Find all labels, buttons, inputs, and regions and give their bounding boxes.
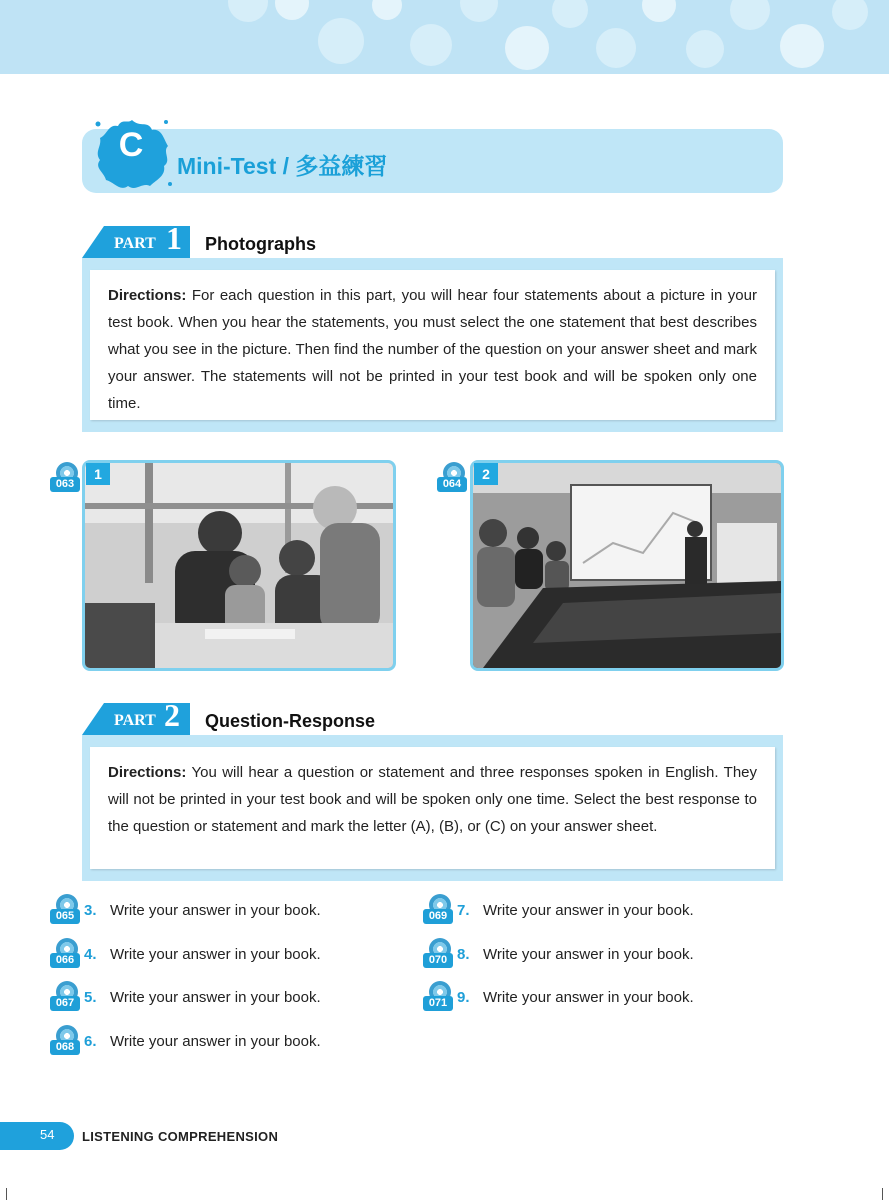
question-text: Write your answer in your book. xyxy=(483,946,694,963)
audio-track-071[interactable] xyxy=(423,981,457,1015)
question-number: 3. xyxy=(84,902,97,919)
section-letter: C xyxy=(118,126,144,164)
photo-2 xyxy=(470,460,784,671)
question-number: 6. xyxy=(84,1033,97,1050)
part1-directions-box xyxy=(82,258,783,432)
audio-track-number: 071 xyxy=(423,996,453,1011)
audio-track-069[interactable] xyxy=(423,894,457,928)
audio-track-number: 063 xyxy=(50,477,80,492)
part1-label: PART xyxy=(114,235,156,252)
photo-2-illustration xyxy=(473,463,781,668)
page-number: 54 xyxy=(40,1127,55,1142)
decorative-bubble xyxy=(596,28,636,68)
part1-directions xyxy=(108,282,757,417)
decorative-bubble xyxy=(780,24,824,68)
crop-mark xyxy=(6,1188,7,1200)
decorative-bubble xyxy=(505,26,549,70)
question-text: Write your answer in your book. xyxy=(483,989,694,1006)
section-title: Mini-Test / 多益練習 xyxy=(177,153,388,179)
decorative-bubble xyxy=(686,30,724,68)
decorative-bubble xyxy=(642,0,676,22)
audio-track-number: 070 xyxy=(423,953,453,968)
part1-title: Photographs xyxy=(205,234,316,254)
question-number: 4. xyxy=(84,946,97,963)
audio-track-number: 067 xyxy=(50,996,80,1011)
audio-track-070[interactable] xyxy=(423,938,457,972)
photo-1-number: 1 xyxy=(86,463,110,485)
decorative-bubble xyxy=(275,0,309,20)
question-number: 7. xyxy=(457,902,470,919)
part2-directions xyxy=(108,759,757,840)
photo-2-number: 2 xyxy=(474,463,498,485)
audio-track-065[interactable] xyxy=(50,894,84,928)
audio-track-064[interactable] xyxy=(437,462,471,496)
part2-title: Question-Response xyxy=(205,711,376,731)
audio-track-068[interactable] xyxy=(50,1025,84,1059)
decorative-bubble xyxy=(318,18,364,64)
photo-1 xyxy=(82,460,396,671)
part2-label: PART xyxy=(114,712,156,729)
audio-track-number: 066 xyxy=(50,953,80,968)
decorative-bubble xyxy=(410,24,452,66)
directions-label: Directions: xyxy=(108,287,187,304)
directions-label: Directions: xyxy=(108,764,187,781)
footer-title: LISTENING COMPREHENSION xyxy=(82,1129,279,1144)
directions-text: You will hear a question or statement and three responses spoken in English. They will not be printed in your test book and will be spoken only one time. Select the best response to the question or statement and mark the letter (A), (B), or (C) on your answer sheet. xyxy=(108,764,757,835)
question-number: 9. xyxy=(457,989,470,1006)
question-number: 5. xyxy=(84,989,97,1006)
question-text: Write your answer in your book. xyxy=(110,1033,321,1050)
top-decorative-band xyxy=(0,0,889,74)
decorative-bubble xyxy=(460,0,498,22)
decorative-bubble xyxy=(552,0,588,28)
audio-track-number: 064 xyxy=(437,477,467,492)
audio-track-066[interactable] xyxy=(50,938,84,972)
audio-track-067[interactable] xyxy=(50,981,84,1015)
question-text: Write your answer in your book. xyxy=(110,989,321,1006)
part1-number: 1 xyxy=(166,220,182,256)
decorative-bubble xyxy=(228,0,268,22)
question-text: Write your answer in your book. xyxy=(110,946,321,963)
decorative-bubble xyxy=(832,0,868,30)
photo-1-illustration xyxy=(85,463,393,668)
question-text: Write your answer in your book. xyxy=(110,902,321,919)
decorative-bubble xyxy=(730,0,770,30)
decorative-bubble xyxy=(372,0,402,20)
audio-track-number: 065 xyxy=(50,909,80,924)
footer-page-tab xyxy=(0,1122,74,1150)
question-number: 8. xyxy=(457,946,470,963)
crop-mark xyxy=(882,1188,883,1200)
audio-track-063[interactable] xyxy=(50,462,84,496)
part1-directions-panel xyxy=(90,270,775,420)
part2-number: 2 xyxy=(164,697,180,733)
audio-track-number: 068 xyxy=(50,1040,80,1055)
audio-track-number: 069 xyxy=(423,909,453,924)
part2-directions-panel xyxy=(90,747,775,869)
question-text: Write your answer in your book. xyxy=(483,902,694,919)
part2-directions-box xyxy=(82,735,783,881)
directions-text: For each question in this part, you will hear four statements about a picture in your test book. When you hear the statements, you must select the one statement that best describes what you see in the picture. Then find the number of the question on your answer sheet and mark your answer. The statements will not be printed in your test book and will be spoken only one time. xyxy=(108,287,757,412)
